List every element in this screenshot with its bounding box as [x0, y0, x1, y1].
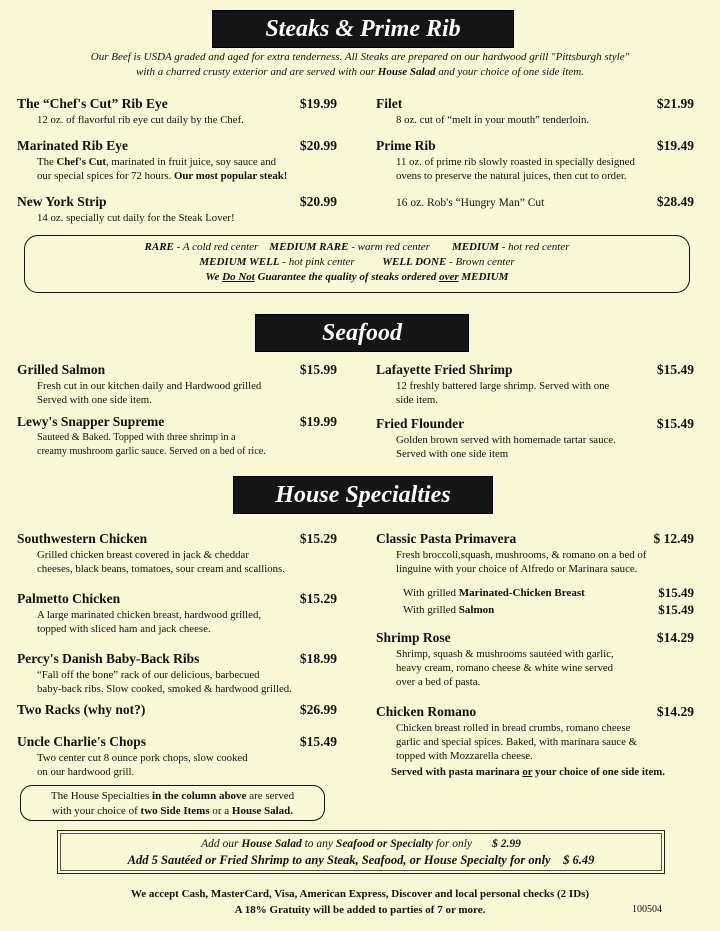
menu-item-shrimp-rose — [376, 630, 694, 689]
intro-line-2: with a charred crusty exterior and are served with our House Salad and your choice of one side item. — [136, 66, 584, 78]
item-name: Two Racks (why not?) — [17, 702, 146, 717]
menu-item-two-racks — [17, 702, 337, 718]
menu-item-palmetto-chicken — [17, 591, 337, 636]
menu-item-marinated-rib-eye — [17, 138, 337, 183]
addon-salad-price: $ 2.99 — [492, 838, 521, 850]
item-desc: Grilled chicken breast covered in jack & cheddar cheeses, black beans, tomatoes, sour cream and scallions. — [37, 549, 285, 575]
item-price: $19.99 — [299, 96, 337, 111]
item-price: $21.99 — [656, 96, 694, 111]
item-price: $15.29 — [299, 531, 337, 546]
item-desc: Shrimp, squash & mushrooms sautéed with garlic, heavy cream, romano cheese & white wine served over a bed of pasta. — [396, 648, 614, 688]
addon-box-inner — [60, 833, 662, 871]
addon-chicken-breast: With grilled Marinated-Chicken Breast $15.49 — [403, 585, 694, 600]
addon-box — [57, 830, 665, 874]
doneness-guide — [24, 235, 690, 293]
item-name: Marinated Rib Eye — [17, 138, 128, 153]
item-serving-note: Served with pasta marinara or your choice of one side item. — [391, 766, 666, 778]
item-desc: 12 oz. of flavorful rib eye cut daily by the Chef. — [37, 114, 244, 126]
item-price: $18.99 — [299, 651, 337, 666]
doneness-line-2: MEDIUM WELL - hot pink center WELL DONE - Brown center — [199, 256, 515, 268]
menu-item-grilled-salmon — [17, 362, 337, 407]
item-name: Lafayette Fried Shrimp — [376, 362, 513, 377]
addon-price: $15.49 — [658, 585, 694, 600]
item-desc: Chicken breast rolled in bread crumbs, romano cheese garlic and special spices. Baked, with marinara sauce & topped with Mozzarella cheese. — [396, 722, 638, 762]
addon-price: $15.49 — [658, 602, 694, 617]
item-name: Percy's Danish Baby-Back Ribs — [17, 651, 200, 666]
item-name: Uncle Charlie's Chops — [17, 734, 147, 749]
menu-item-chefs-cut — [17, 96, 337, 127]
addon-salad-line: Add our House Salad to any Seafood or Specialty for only $ 2.99 — [201, 838, 521, 850]
doneness-line-1: RARE - A cold red center MEDIUM RARE - warm red center MEDIUM - hot red center — [144, 241, 570, 253]
item-price: $ 12.49 — [653, 531, 694, 546]
item-name: Fried Flounder — [376, 416, 465, 431]
menu-item-lafayette-shrimp — [376, 362, 694, 407]
item-price: $19.49 — [656, 138, 694, 153]
menu-code: 100504 — [632, 904, 662, 915]
item-price: $14.29 — [656, 704, 694, 719]
menu-item-filet — [376, 96, 694, 127]
item-desc: 8 oz. cut of “melt in your mouth” tenderloin. — [396, 114, 590, 126]
item-price: $15.49 — [656, 362, 694, 377]
menu-item-uncle-charlies-chops — [17, 734, 337, 779]
item-name: Palmetto Chicken — [17, 591, 121, 606]
item-price: $20.99 — [299, 138, 337, 153]
item-name: Chicken Romano — [376, 704, 477, 719]
item-price: $14.29 — [656, 630, 694, 645]
seafood-banner: Seafood — [255, 314, 469, 352]
menu-item-prime-rib — [376, 138, 694, 183]
menu-item-fried-flounder — [376, 416, 694, 461]
steaks-banner: Steaks & Prime Rib — [212, 10, 514, 48]
menu-item-baby-back-ribs — [17, 651, 337, 696]
payment-note: We accept Cash, MasterCard, Visa, American Express, Discover and local personal checks (2 IDs) — [130, 888, 590, 900]
item-price: $15.49 — [299, 734, 337, 749]
addon-shrimp-line: Add 5 Sautéed or Fried Shrimp to any Steak, Seafood, or House Specialty for only $ 6.49 — [127, 853, 595, 867]
item-price: $20.99 — [299, 194, 337, 209]
menu-item-snapper-supreme — [17, 414, 337, 459]
item-desc: A large marinated chicken breast, hardwood grilled, topped with sliced ham and jack cheese. — [37, 609, 262, 635]
item-desc: Fresh broccoli,squash, mushrooms, & romano on a bed of linguine with your choice of Alfredo or Marinara sauce. — [396, 549, 647, 575]
item-name: Grilled Salmon — [17, 362, 106, 377]
item-price: $15.99 — [299, 362, 337, 377]
menu-item-hungry-man — [376, 194, 694, 211]
item-desc: Sauteed & Baked. Topped with three shrimp in a creamy mushroom garlic sauce. Served on a bed of rice. — [37, 432, 266, 457]
item-desc: 14 oz. specially cut daily for the Steak Lover! — [37, 212, 235, 224]
steaks-intro — [40, 50, 680, 80]
item-name: Prime Rib — [376, 138, 436, 153]
item-price: $15.29 — [299, 591, 337, 606]
item-price: $15.49 — [656, 416, 694, 431]
specialties-note: The House Specialties in the column above are served with your choice of two Side Items or a House Salad. — [20, 785, 325, 821]
item-desc: 12 freshly battered large shrimp. Served with one side item. — [396, 380, 610, 406]
item-name: New York Strip — [17, 194, 107, 209]
item-price: $26.99 — [299, 702, 337, 717]
specialties-banner: House Specialties — [233, 476, 493, 514]
item-name: Classic Pasta Primavera — [376, 531, 517, 546]
menu-item-new-york-strip — [17, 194, 337, 225]
item-name: Lewy's Snapper Supreme — [17, 414, 165, 429]
item-desc: 11 oz. of prime rib slowly roasted in specially designed ovens to preserve the natural juices, then cut to order. — [396, 156, 635, 182]
item-desc: The Chef's Cut, marinated in fruit juice, soy sauce and our special spices for 72 hours. Our most popular steak! — [37, 156, 288, 182]
item-desc: Golden brown served with homemade tartar sauce. Served with one side item — [396, 434, 616, 460]
item-name: 16 oz. Rob's “Hungry Man” Cut — [396, 197, 545, 209]
menu-item-chicken-romano — [376, 704, 694, 779]
item-price: $28.49 — [656, 194, 694, 209]
addon-shrimp-price: $ 6.49 — [563, 853, 595, 867]
menu-item-pasta-primavera — [376, 531, 694, 576]
item-desc: Fresh cut in our kitchen daily and Hardwood grilled Served with one side item. — [37, 380, 262, 406]
item-name: Filet — [376, 96, 403, 111]
item-name: Shrimp Rose — [376, 630, 451, 645]
item-price: $19.99 — [299, 414, 337, 429]
item-name: Southwestern Chicken — [17, 531, 148, 546]
gratuity-note: A 18% Gratuity will be added to parties of 7 or more. — [234, 904, 486, 916]
menu-item-southwestern-chicken — [17, 531, 337, 576]
item-desc: Two center cut 8 ounce pork chops, slow cooked on our hardwood grill. — [37, 752, 248, 778]
intro-line-1: Our Beef is USDA graded and aged for extra tenderness. All Steaks are prepared on our hardwood grill "Pittsburgh style" — [90, 51, 630, 63]
addon-salmon: With grilled Salmon $15.49 — [403, 602, 694, 617]
item-desc: “Fall off the bone” rack of our delicious, barbecued baby-back ribs. Slow cooked, smoked & hardwood grilled. — [37, 669, 292, 695]
doneness-guarantee: We Do Not Guarantee the quality of steaks ordered over MEDIUM — [205, 271, 509, 283]
item-name: The “Chef's Cut” Rib Eye — [17, 96, 168, 111]
